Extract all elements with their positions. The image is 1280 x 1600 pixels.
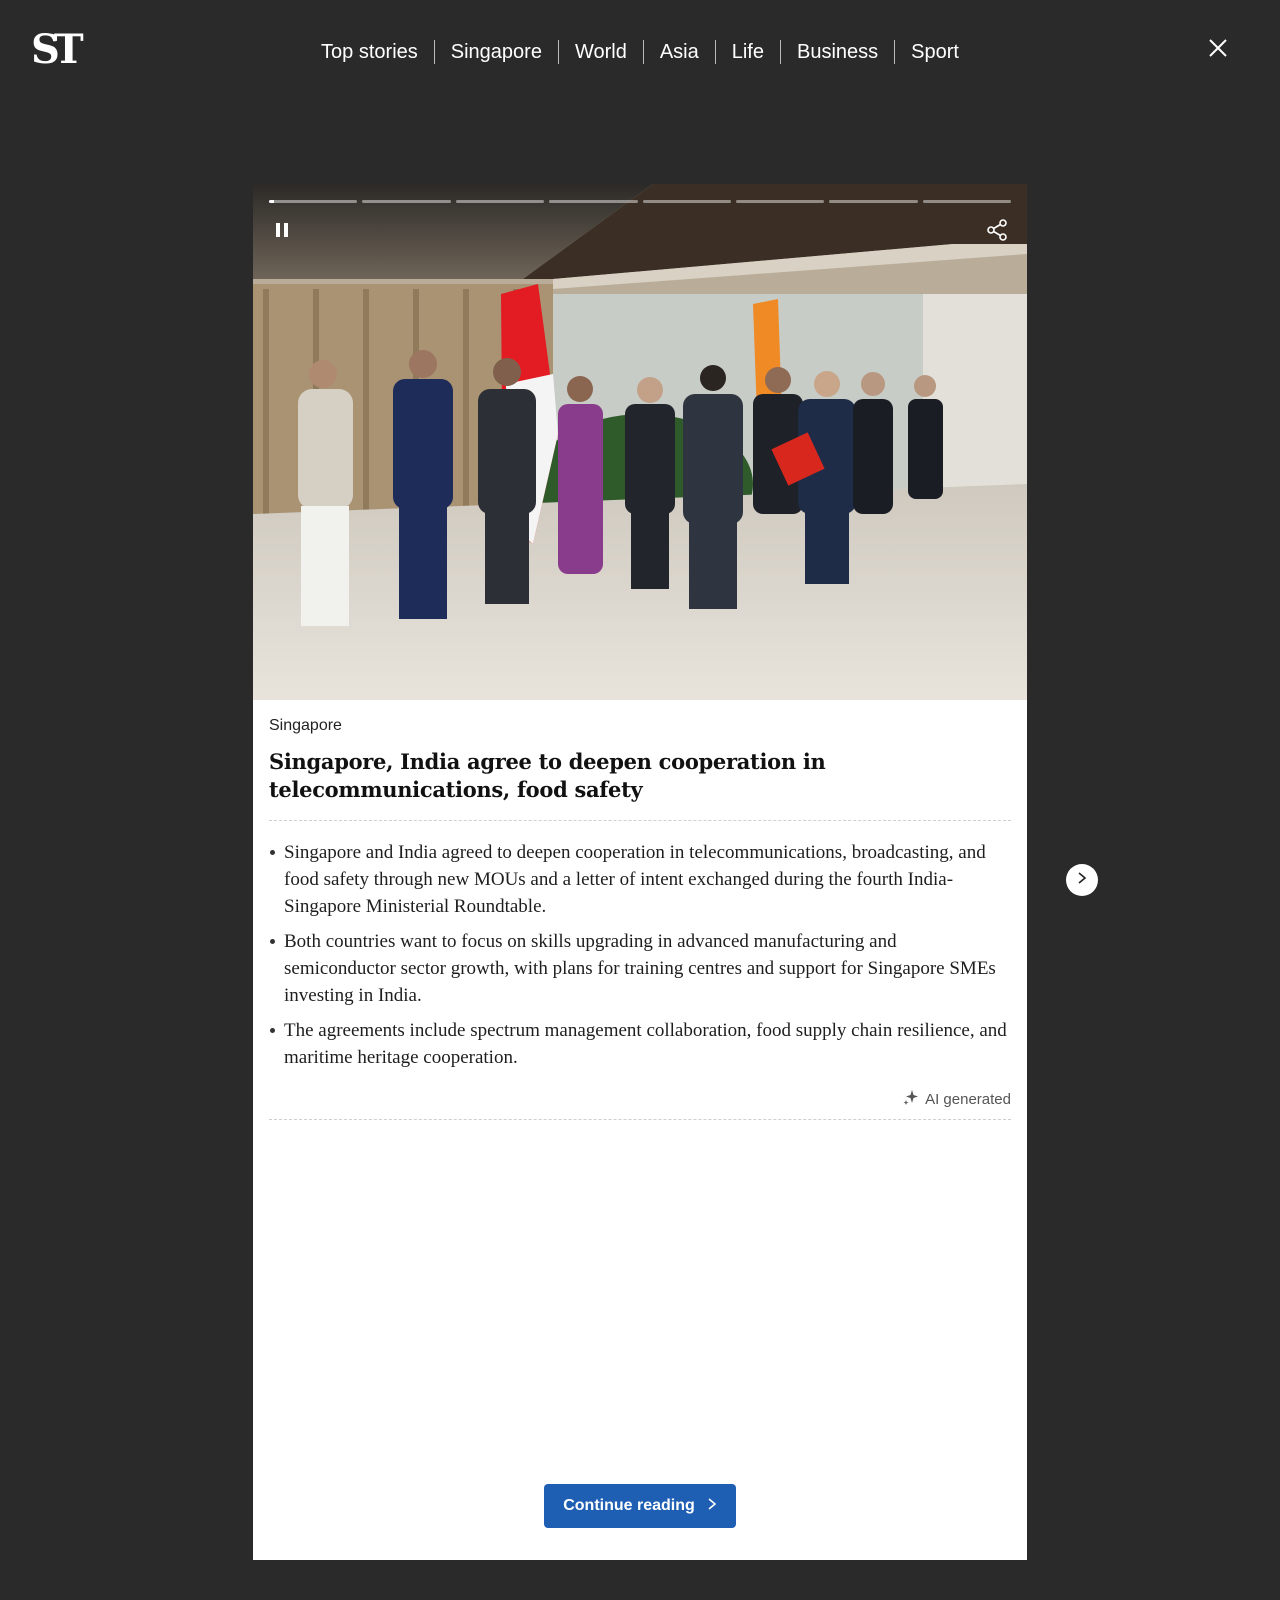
story-content <box>269 716 1011 1120</box>
progress-segment <box>643 200 731 203</box>
section-nav <box>0 40 1280 64</box>
chevron-right-icon <box>707 1497 717 1516</box>
story-card <box>253 184 1027 1560</box>
divider <box>269 820 1011 821</box>
summary-list <box>269 839 1011 1071</box>
close-icon[interactable] <box>1206 36 1230 60</box>
nav-top-stories[interactable]: Top stories <box>305 40 435 64</box>
nav-singapore[interactable]: Singapore <box>435 40 559 64</box>
sparkle-icon <box>903 1089 919 1109</box>
nav-world[interactable]: World <box>559 40 644 64</box>
ai-label-text: AI generated <box>925 1090 1011 1108</box>
ai-generated-label <box>269 1089 1011 1109</box>
nav-life[interactable]: Life <box>716 40 781 64</box>
progress-segment <box>829 200 917 203</box>
st-logo[interactable]: ST <box>31 26 78 73</box>
story-photo <box>253 184 1027 700</box>
progress-segment <box>269 200 357 203</box>
continue-reading-button[interactable] <box>544 1484 736 1528</box>
ceremony-photo <box>253 184 1027 700</box>
section-label[interactable]: Singapore <box>269 717 342 734</box>
nav-sport[interactable]: Sport <box>911 41 959 63</box>
pause-icon[interactable] <box>273 220 293 240</box>
progress-segment <box>923 200 1011 203</box>
share-icon[interactable] <box>985 218 1009 242</box>
story-progress <box>269 200 1011 203</box>
chevron-right-icon <box>1077 871 1087 890</box>
progress-segment <box>549 200 637 203</box>
progress-segment <box>362 200 450 203</box>
progress-segment <box>456 200 544 203</box>
progress-segment <box>736 200 824 203</box>
nav-business[interactable]: Business <box>781 40 895 64</box>
next-story-button[interactable] <box>1066 864 1098 896</box>
divider <box>269 1119 1011 1120</box>
summary-bullet: Both countries want to focus on skills upgrading in advanced manufacturing and semiconductor sector growth, with plans for training centres and support for Singapore SMEs investing in India. <box>269 928 1011 1009</box>
story-headline: Singapore, India agree to deepen cooperation in telecommunications, food safety <box>269 749 826 802</box>
summary-bullet: Singapore and India agreed to deepen cooperation in telecommunications, broadcasting, and food safety through new MOUs and a letter of intent exchanged during the fourth India-Singapore Ministerial Roundtable. <box>269 839 1011 920</box>
summary-bullet: The agreements include spectrum management collaboration, food supply chain resilience, and maritime heritage cooperation. <box>269 1017 1011 1071</box>
nav-asia[interactable]: Asia <box>644 40 716 64</box>
continue-reading-label: Continue reading <box>563 1497 695 1514</box>
